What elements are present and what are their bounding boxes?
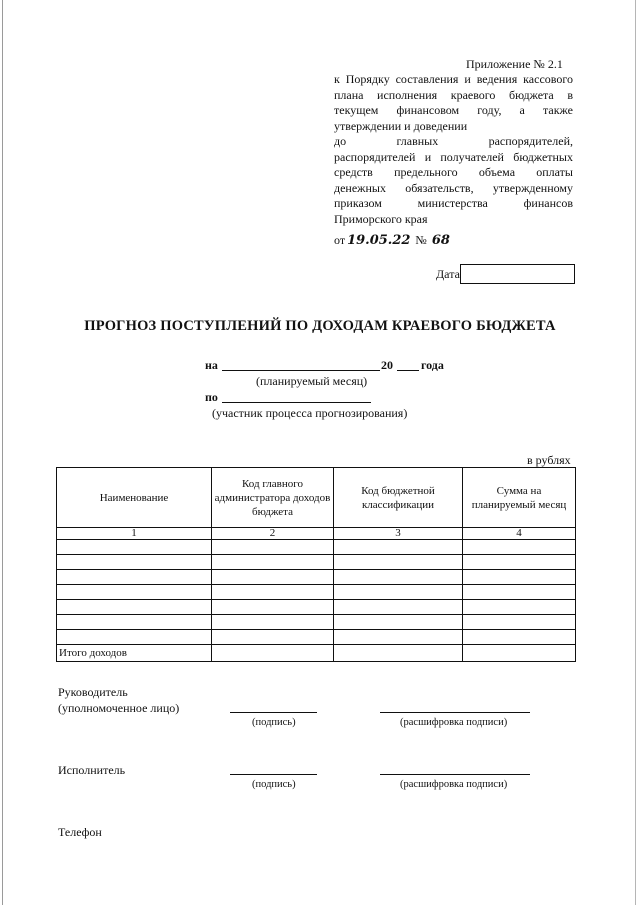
table-row [57, 555, 576, 570]
table-cell[interactable] [212, 570, 334, 585]
appendix-line: распорядителей и получателей бюджетных [334, 149, 573, 164]
period-hint: (планируемый месяц) [256, 374, 368, 388]
table-cell[interactable] [57, 555, 212, 570]
period-prefix: на [205, 358, 218, 372]
table-cell[interactable] [334, 600, 463, 615]
table-cell[interactable] [463, 630, 576, 645]
appendix-line: до главных распорядителей, [334, 134, 573, 148]
column-number: 2 [212, 528, 334, 540]
appendix-line: приказом министерства финансов [334, 196, 573, 210]
appendix-line: утверждении и доведении [334, 118, 468, 133]
appendix-line: плана исполнения краевого бюджета в [334, 87, 573, 102]
table-cell[interactable] [463, 645, 576, 662]
head-sublabel: (уполномоченное лицо) [58, 700, 180, 715]
table-cell[interactable] [334, 615, 463, 630]
head-sign-caption: (подпись) [252, 717, 296, 728]
month-field-line[interactable] [222, 370, 380, 371]
head-label: Руководитель [58, 685, 128, 699]
header-budget-code: Код бюджетной классификации [334, 468, 463, 528]
scan-right-edge [635, 0, 636, 905]
appendix-title: Приложение № 2.1 [466, 57, 563, 71]
scan-left-edge [2, 0, 3, 905]
year-prefix: 20 [381, 358, 393, 372]
table-row [57, 630, 576, 645]
total-row [57, 645, 576, 662]
table-cell[interactable] [463, 555, 576, 570]
header-admin-code: Код главного администратора доходов бюджета [212, 468, 334, 528]
year-field-line[interactable] [397, 370, 419, 371]
table-cell[interactable] [334, 585, 463, 600]
appendix-line: к Порядку составления и ведения кассового [334, 72, 573, 86]
appendix-line: денежных обязательств, утвержденному [334, 180, 573, 195]
table-cell[interactable] [212, 630, 334, 645]
phone-label: Телефон [58, 825, 102, 839]
date-field[interactable] [460, 264, 575, 284]
column-number: 4 [463, 528, 576, 540]
column-number-row [57, 528, 576, 540]
table-cell[interactable] [463, 615, 576, 630]
appendix-line: текущем финансовом году, а также [334, 103, 573, 117]
executor-sign-caption: (подпись) [252, 779, 296, 790]
head-signature-line[interactable] [230, 712, 317, 713]
forecast-table [56, 467, 576, 662]
table-cell[interactable] [57, 585, 212, 600]
order-number-label: № [415, 233, 427, 247]
table-cell[interactable] [463, 540, 576, 555]
date-label: Дата [436, 267, 460, 281]
document-title: ПРОГНОЗ ПОСТУПЛЕНИЙ ПО ДОХОДАМ КРАЕВОГО БЮДЖЕТА [84, 318, 556, 334]
executor-label: Исполнитель [58, 763, 126, 777]
order-date-handwritten: 19.05.22 [347, 233, 411, 248]
table-cell[interactable] [334, 540, 463, 555]
participant-hint: (участник процесса прогнозирования) [212, 406, 408, 420]
head-decode-line[interactable] [380, 712, 530, 713]
order-prefix: от [334, 233, 346, 247]
table-cell[interactable] [463, 570, 576, 585]
table-cell[interactable] [212, 585, 334, 600]
table-cell[interactable] [334, 630, 463, 645]
table-row [57, 570, 576, 585]
total-label: Итого доходов [57, 645, 212, 662]
table-cell[interactable] [212, 645, 334, 662]
participant-prefix: по [205, 390, 218, 404]
table-cell[interactable] [212, 615, 334, 630]
table-cell[interactable] [57, 630, 212, 645]
table-cell[interactable] [212, 540, 334, 555]
header-amount: Сумма на планируемый месяц [463, 468, 576, 528]
head-signature-label [58, 685, 179, 716]
units-label: в рублях [527, 453, 571, 467]
table-cell[interactable] [334, 570, 463, 585]
table-header-row [57, 468, 576, 528]
executor-signature-line[interactable] [230, 774, 317, 775]
period-suffix: года [421, 358, 444, 372]
table-row [57, 600, 576, 615]
head-decode-caption: (расшифровка подписи) [400, 717, 508, 728]
executor-decode-line[interactable] [380, 774, 530, 775]
table-cell[interactable] [334, 645, 463, 662]
header-name: Наименование [57, 468, 212, 528]
table-row [57, 585, 576, 600]
column-number: 1 [57, 528, 212, 540]
executor-decode-caption: (расшифровка подписи) [400, 779, 508, 790]
table-cell[interactable] [212, 555, 334, 570]
table-cell[interactable] [57, 540, 212, 555]
order-number-handwritten: 68 [431, 233, 450, 248]
appendix-line: средств предельного объема оплаты [334, 165, 573, 179]
table-row [57, 615, 576, 630]
table-row [57, 540, 576, 555]
table-cell[interactable] [57, 600, 212, 615]
table-cell[interactable] [57, 615, 212, 630]
table-cell[interactable] [57, 570, 212, 585]
column-number: 3 [334, 528, 463, 540]
appendix-line: Приморского края [334, 211, 428, 226]
order-reference [334, 233, 452, 248]
table-cell[interactable] [212, 600, 334, 615]
participant-field-line[interactable] [222, 402, 371, 403]
table-cell[interactable] [463, 600, 576, 615]
appendix-reference [334, 72, 573, 227]
table-cell[interactable] [334, 555, 463, 570]
table-cell[interactable] [463, 585, 576, 600]
